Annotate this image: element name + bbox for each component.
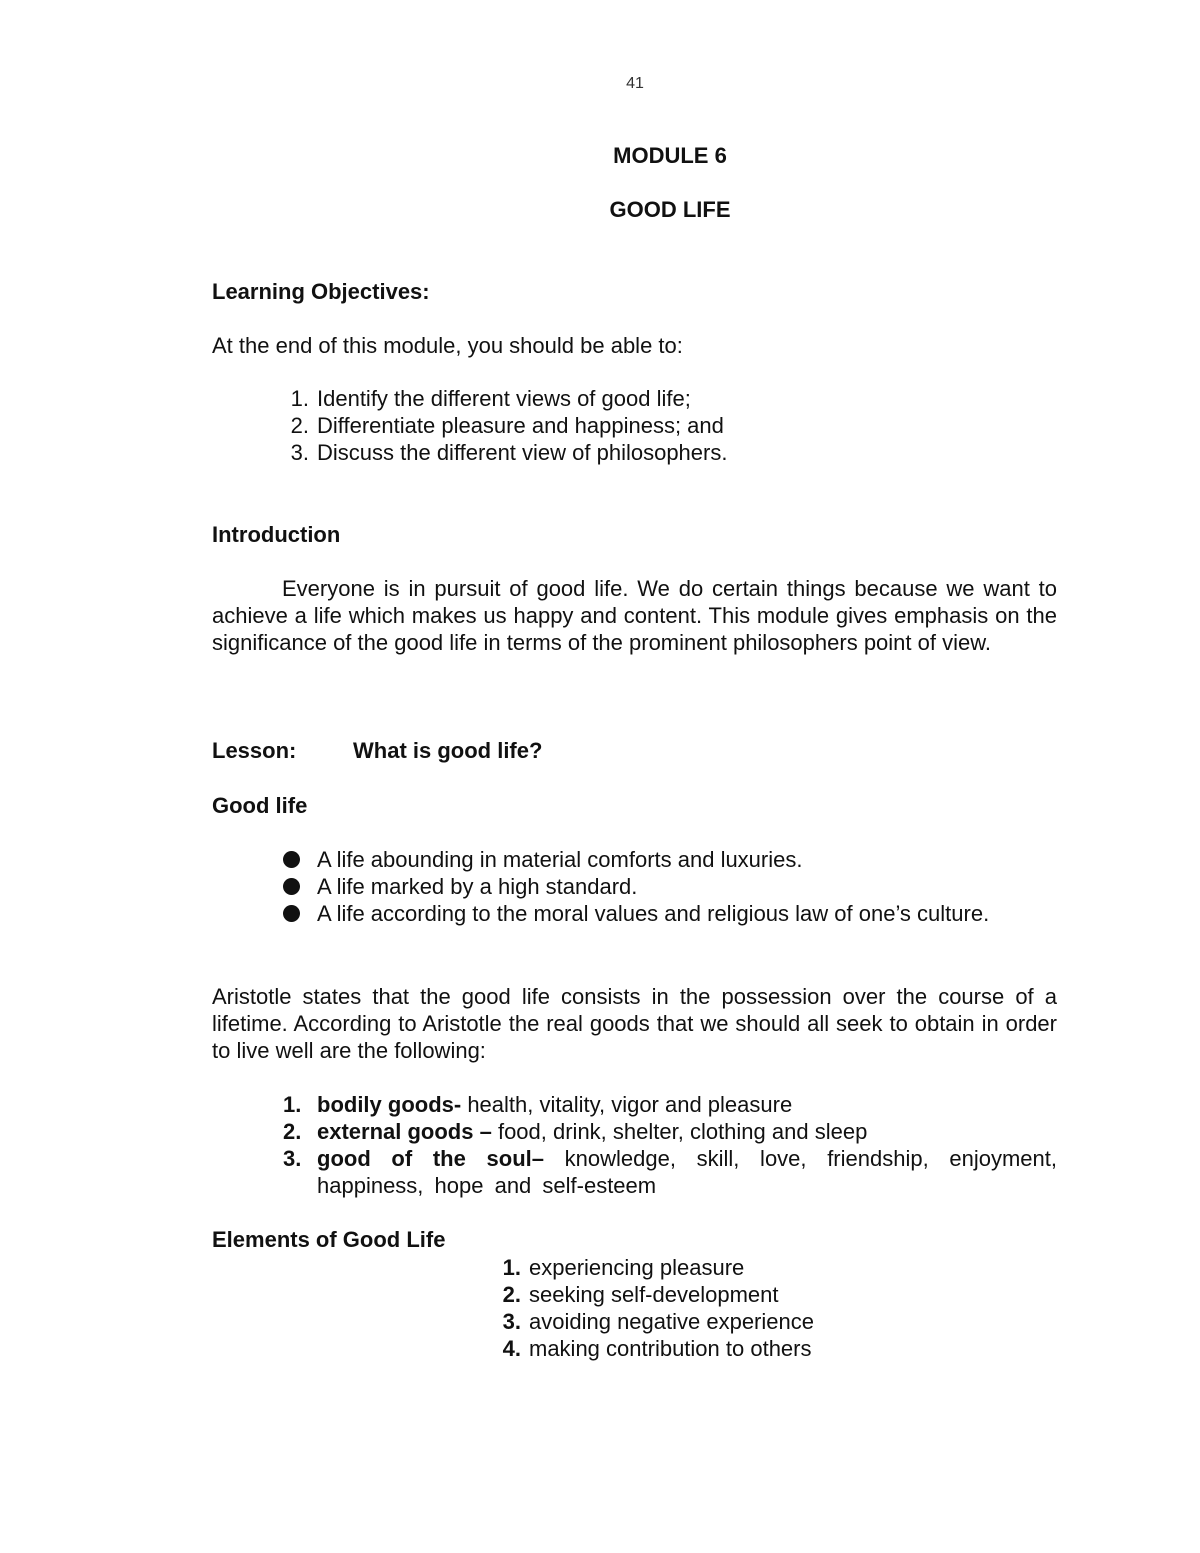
- list-item: 3. Discuss the different view of philosophers.: [290, 440, 728, 465]
- page-number: 41: [626, 75, 644, 92]
- lesson-label: Lesson:: [212, 738, 297, 763]
- module-subtitle: GOOD LIFE: [609, 197, 731, 222]
- list-item: 3. avoiding negative experience: [502, 1309, 814, 1334]
- list-item: 2. Differentiate pleasure and happiness; and: [290, 413, 724, 438]
- goods-term: good of the soul–: [317, 1146, 544, 1171]
- list-item: A life according to the moral values and religious law of one’s culture.: [283, 900, 1057, 927]
- lesson-title: What is good life?: [353, 738, 543, 763]
- list-item: 2. external goods – food, drink, shelter, clothing and sleep: [283, 1119, 868, 1144]
- aristotle-paragraph: Aristotle states that the good life consists in the possession over the course of a lifetime. According to Aristotle the real goods that we should all seek to obtain in order to live well are the following:: [212, 984, 1057, 1063]
- list-item: A life marked by a high standard.: [283, 873, 1057, 900]
- elements-list: [495, 1254, 1055, 1362]
- introduction-paragraph: Everyone is in pursuit of good life. We do certain things because we want to achieve a life which makes us happy and content. This module gives emphasis on the significance of the good life in terms of the prominent philosophers point of view.: [212, 576, 1057, 655]
- good-life-heading: Good life: [212, 793, 308, 818]
- goods-list: [283, 1091, 1057, 1199]
- objectives-list: [283, 385, 1057, 466]
- bullet-icon: [283, 905, 300, 922]
- module-title: MODULE 6: [613, 143, 727, 168]
- introduction-heading: Introduction: [212, 522, 341, 547]
- objectives-heading: Learning Objectives:: [212, 279, 430, 304]
- list-item: 1. experiencing pleasure: [502, 1255, 745, 1280]
- list-item: A life abounding in material comforts and luxuries.: [283, 846, 1057, 873]
- bullet-icon: [283, 851, 300, 868]
- list-item: 2. seeking self-development: [502, 1282, 779, 1307]
- objectives-lead: At the end of this module, you should be able to:: [212, 333, 683, 358]
- goods-term: bodily goods-: [317, 1092, 462, 1117]
- bullet-icon: [283, 878, 300, 895]
- lesson-line: [212, 737, 1057, 764]
- list-item: 1. Identify the different views of good life;: [290, 386, 691, 411]
- list-item: 3. good of the soul– knowledge, skill, love, friendship, enjoyment, happiness, hope and self-esteem: [283, 1146, 1057, 1198]
- elements-heading: Elements of Good Life: [212, 1227, 446, 1252]
- goods-term: external goods –: [317, 1119, 492, 1144]
- good-life-bullets: [283, 846, 1057, 927]
- list-item: 4. making contribution to others: [502, 1336, 812, 1361]
- list-item: 1. bodily goods- health, vitality, vigor and pleasure: [283, 1092, 793, 1117]
